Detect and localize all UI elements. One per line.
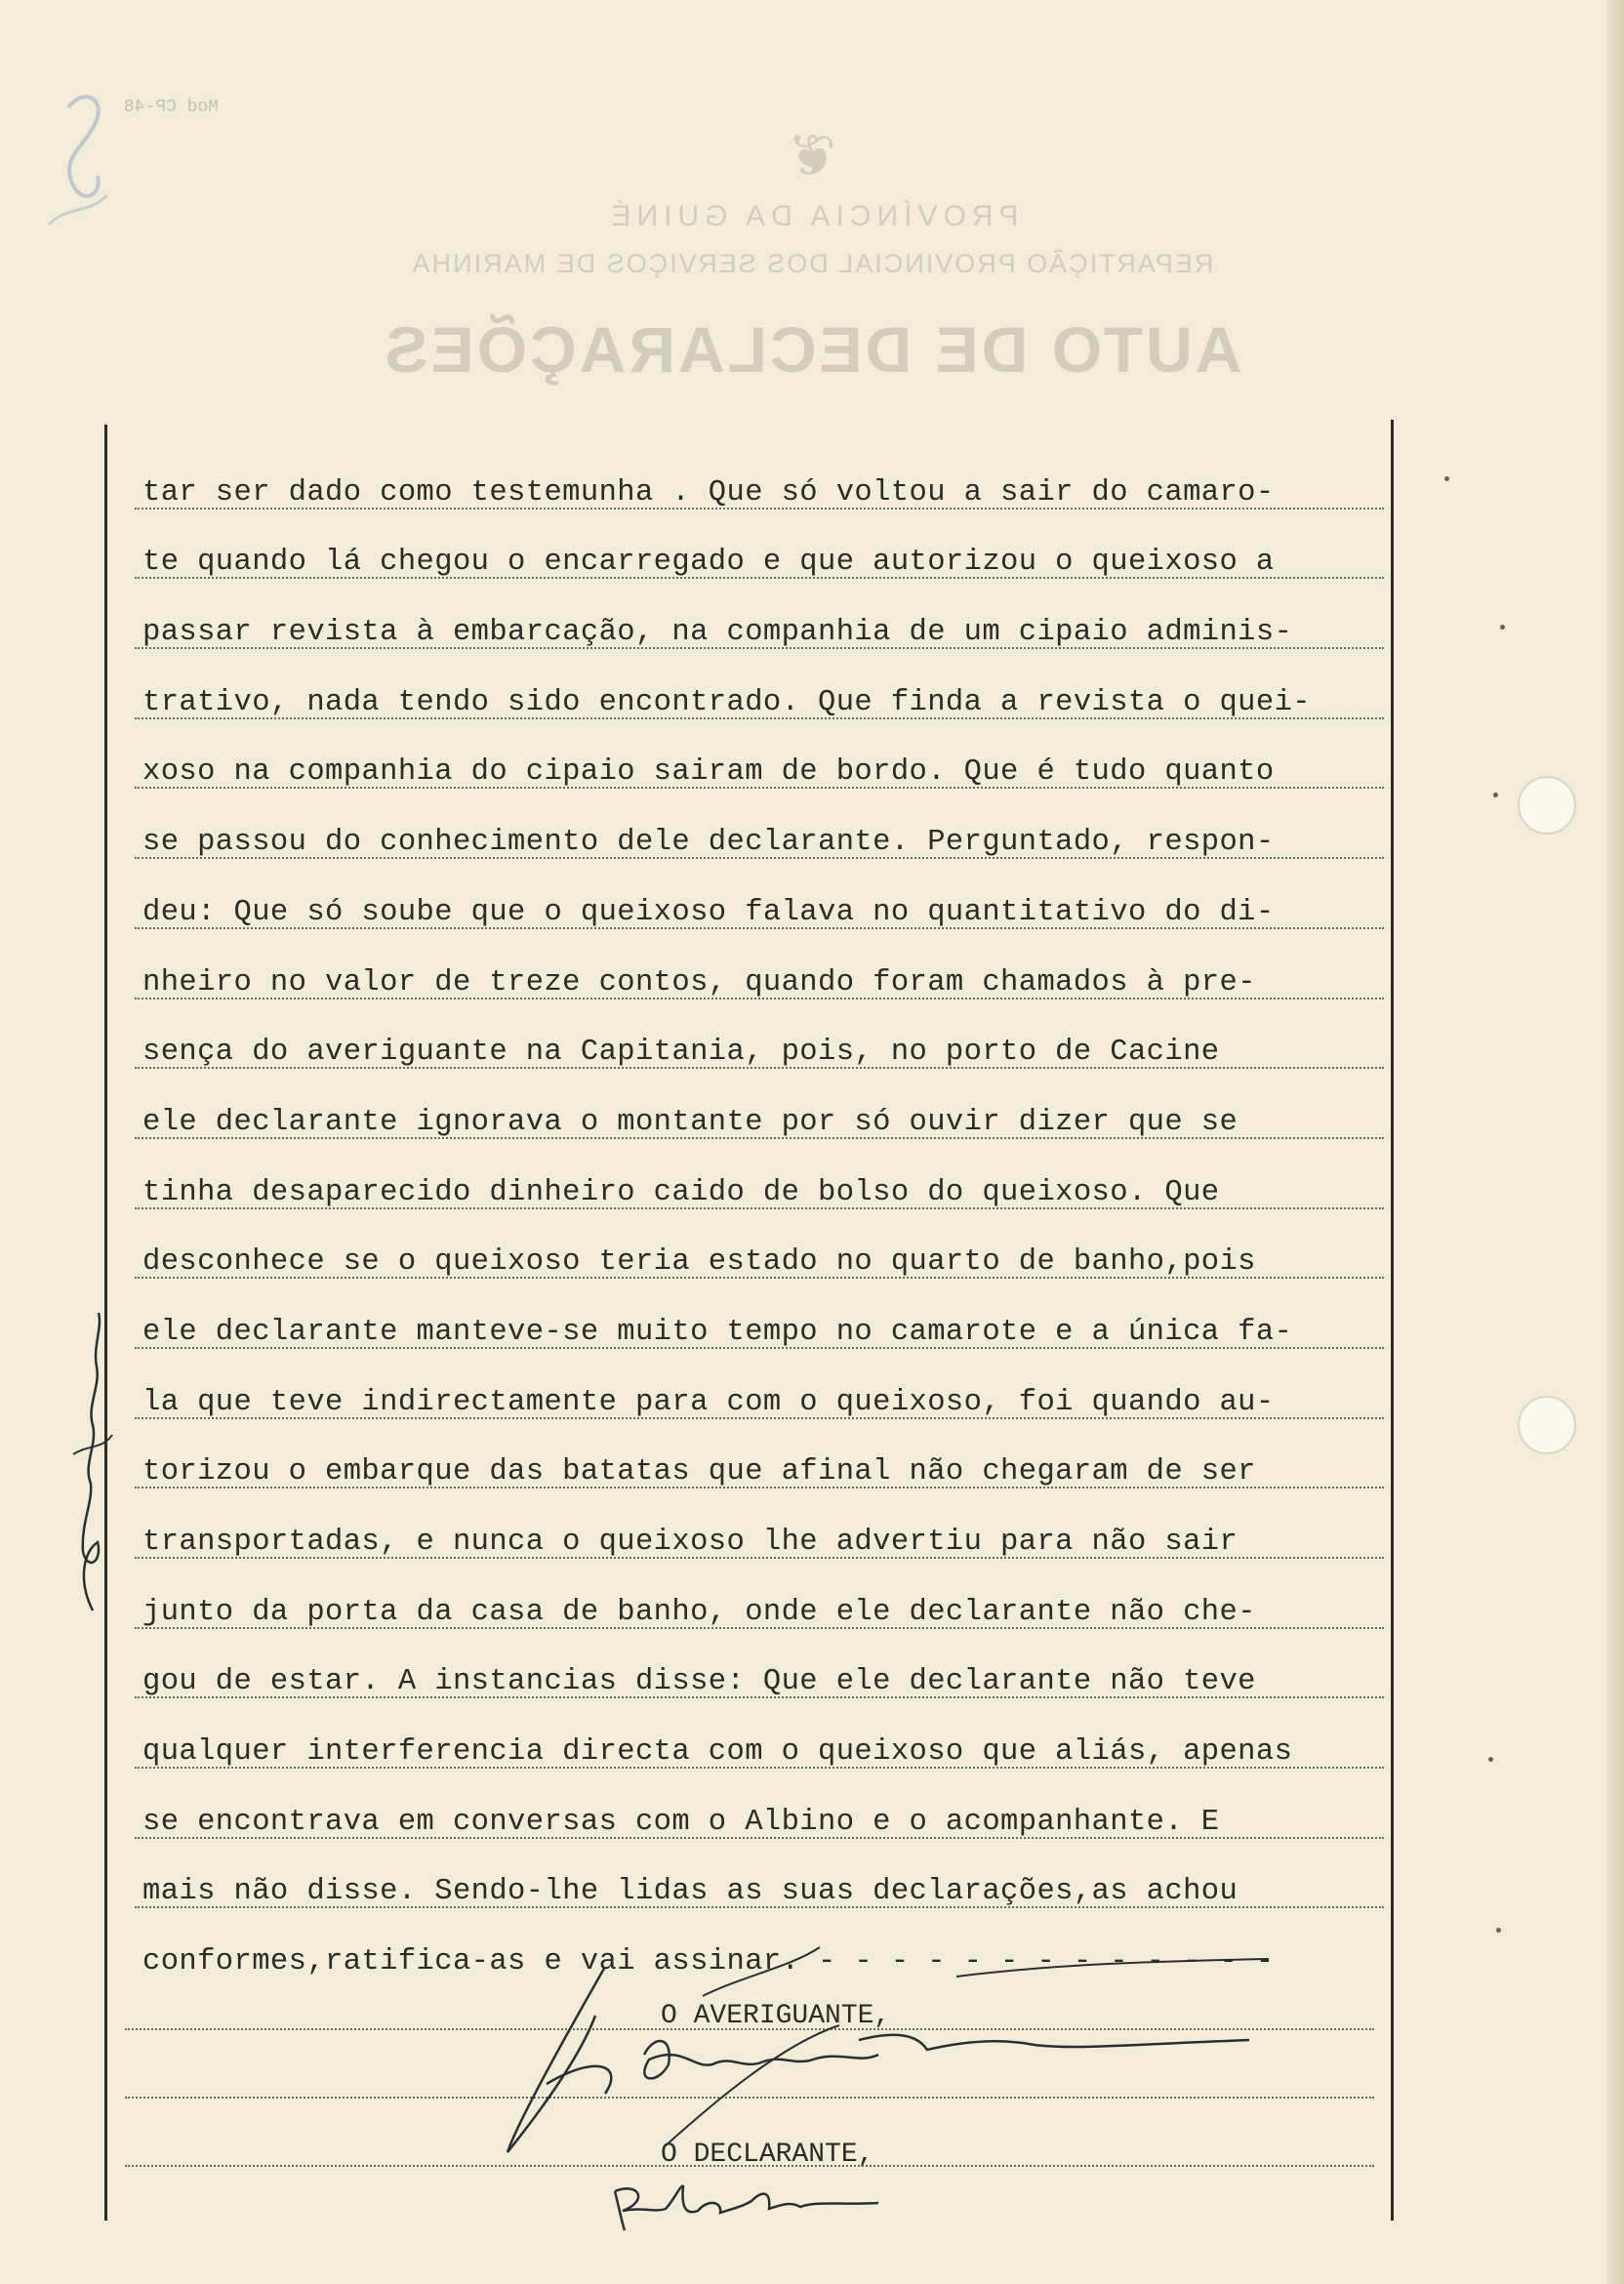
text-line: tinha desaparecido dinheiro caido de bolso do queixoso. Que [125,1149,1384,1219]
text-line: junto da porta da casa de banho, onde ele declarante não che- [125,1569,1384,1639]
form-reference: Mod CP-48 [123,98,219,117]
text-line: torizou o embarque das batatas que afinal não chegaram de ser [125,1429,1384,1499]
text-line: la que teve indirectamente para com o queixoso, foi quando au- [125,1359,1384,1429]
text-line: transportadas, e nunca o queixoso lhe advertiu para não sair [125,1498,1384,1569]
document-title: AUTO DE DECLARAÇÕES [382,313,1242,386]
text-line: te quando lá chegou o encarregado e que autorizou o queixoso a [125,519,1384,590]
text-line: xoso na companhia do cipaio sairam de bordo. Que é tudo quanto [125,729,1384,799]
text-line: nheiro no valor de treze contos, quando foram chamados à pre- [125,939,1384,1009]
ink-speck [1444,476,1449,481]
ink-speck [1488,1757,1493,1762]
ink-speck [1493,793,1498,797]
declarante-label: O DECLARANTE, [661,2140,874,2170]
text-line: deu: Que só soube que o queixoso falava no quantitativo do di- [125,869,1384,939]
text-line: desconhece se o queixoso teria estado no quarto de banho,pois [125,1219,1384,1289]
right-margin-rule [1391,420,1394,2221]
averiguante-label: O AVERIGUANTE, [661,2001,891,2031]
text-line: sença do averiguante na Capitania, pois, no porto de Cacine [125,1009,1384,1080]
text-line: passar revista à embarcação, na companhia de um cipaio adminis- [125,589,1384,659]
text-line: gou de estar. A instancias disse: Que ele declarante não teve [125,1639,1384,1709]
text-line: mais não disse. Sendo-lhe lidas as suas declarações,as achou [125,1849,1384,1919]
department-name: REPARTIÇÃO PROVINCIAL DOS SERVIÇOS DE MARINHA [410,249,1214,278]
punch-hole [1518,776,1576,835]
show-through-header [0,0,1624,410]
declarante-signature [605,2172,898,2240]
punch-hole [1518,1396,1576,1454]
text-line: se passou do conhecimento dele declarante. Perguntado, respon- [125,798,1384,869]
averiguante-signature [488,1937,1269,2182]
ink-speck [1496,1928,1501,1933]
text-line: qualquer interferencia directa com o queixoso que aliás, apenas [125,1708,1384,1778]
declaration-text [125,449,1384,1988]
text-line: ele declarante ignorava o montante por só ouvir dizer que se [125,1079,1384,1149]
margin-rubric-signature [54,1308,122,1620]
text-line: se encontrava em conversas com o Albino e o acompanhante. E [125,1778,1384,1849]
ink-speck [1500,625,1505,630]
text-line: tar ser dado como testemunha . Que só voltou a sair do camaro- [125,449,1384,519]
text-line: ele declarante manteve-se muito tempo no camarote e a única fa- [125,1288,1384,1359]
coat-of-arms-icon: ❦ [787,123,837,188]
text-line: trativo, nada tendo sido encontrado. Que finda a revista o quei- [125,659,1384,729]
province-name: PROVÍNCIA DA GUINÉ [605,200,1019,232]
handwritten-initials-mark [29,68,137,254]
text-line: conformes,ratifica-as e vai assinar. - - - - - - - - - - - - - [142,1945,1275,1979]
